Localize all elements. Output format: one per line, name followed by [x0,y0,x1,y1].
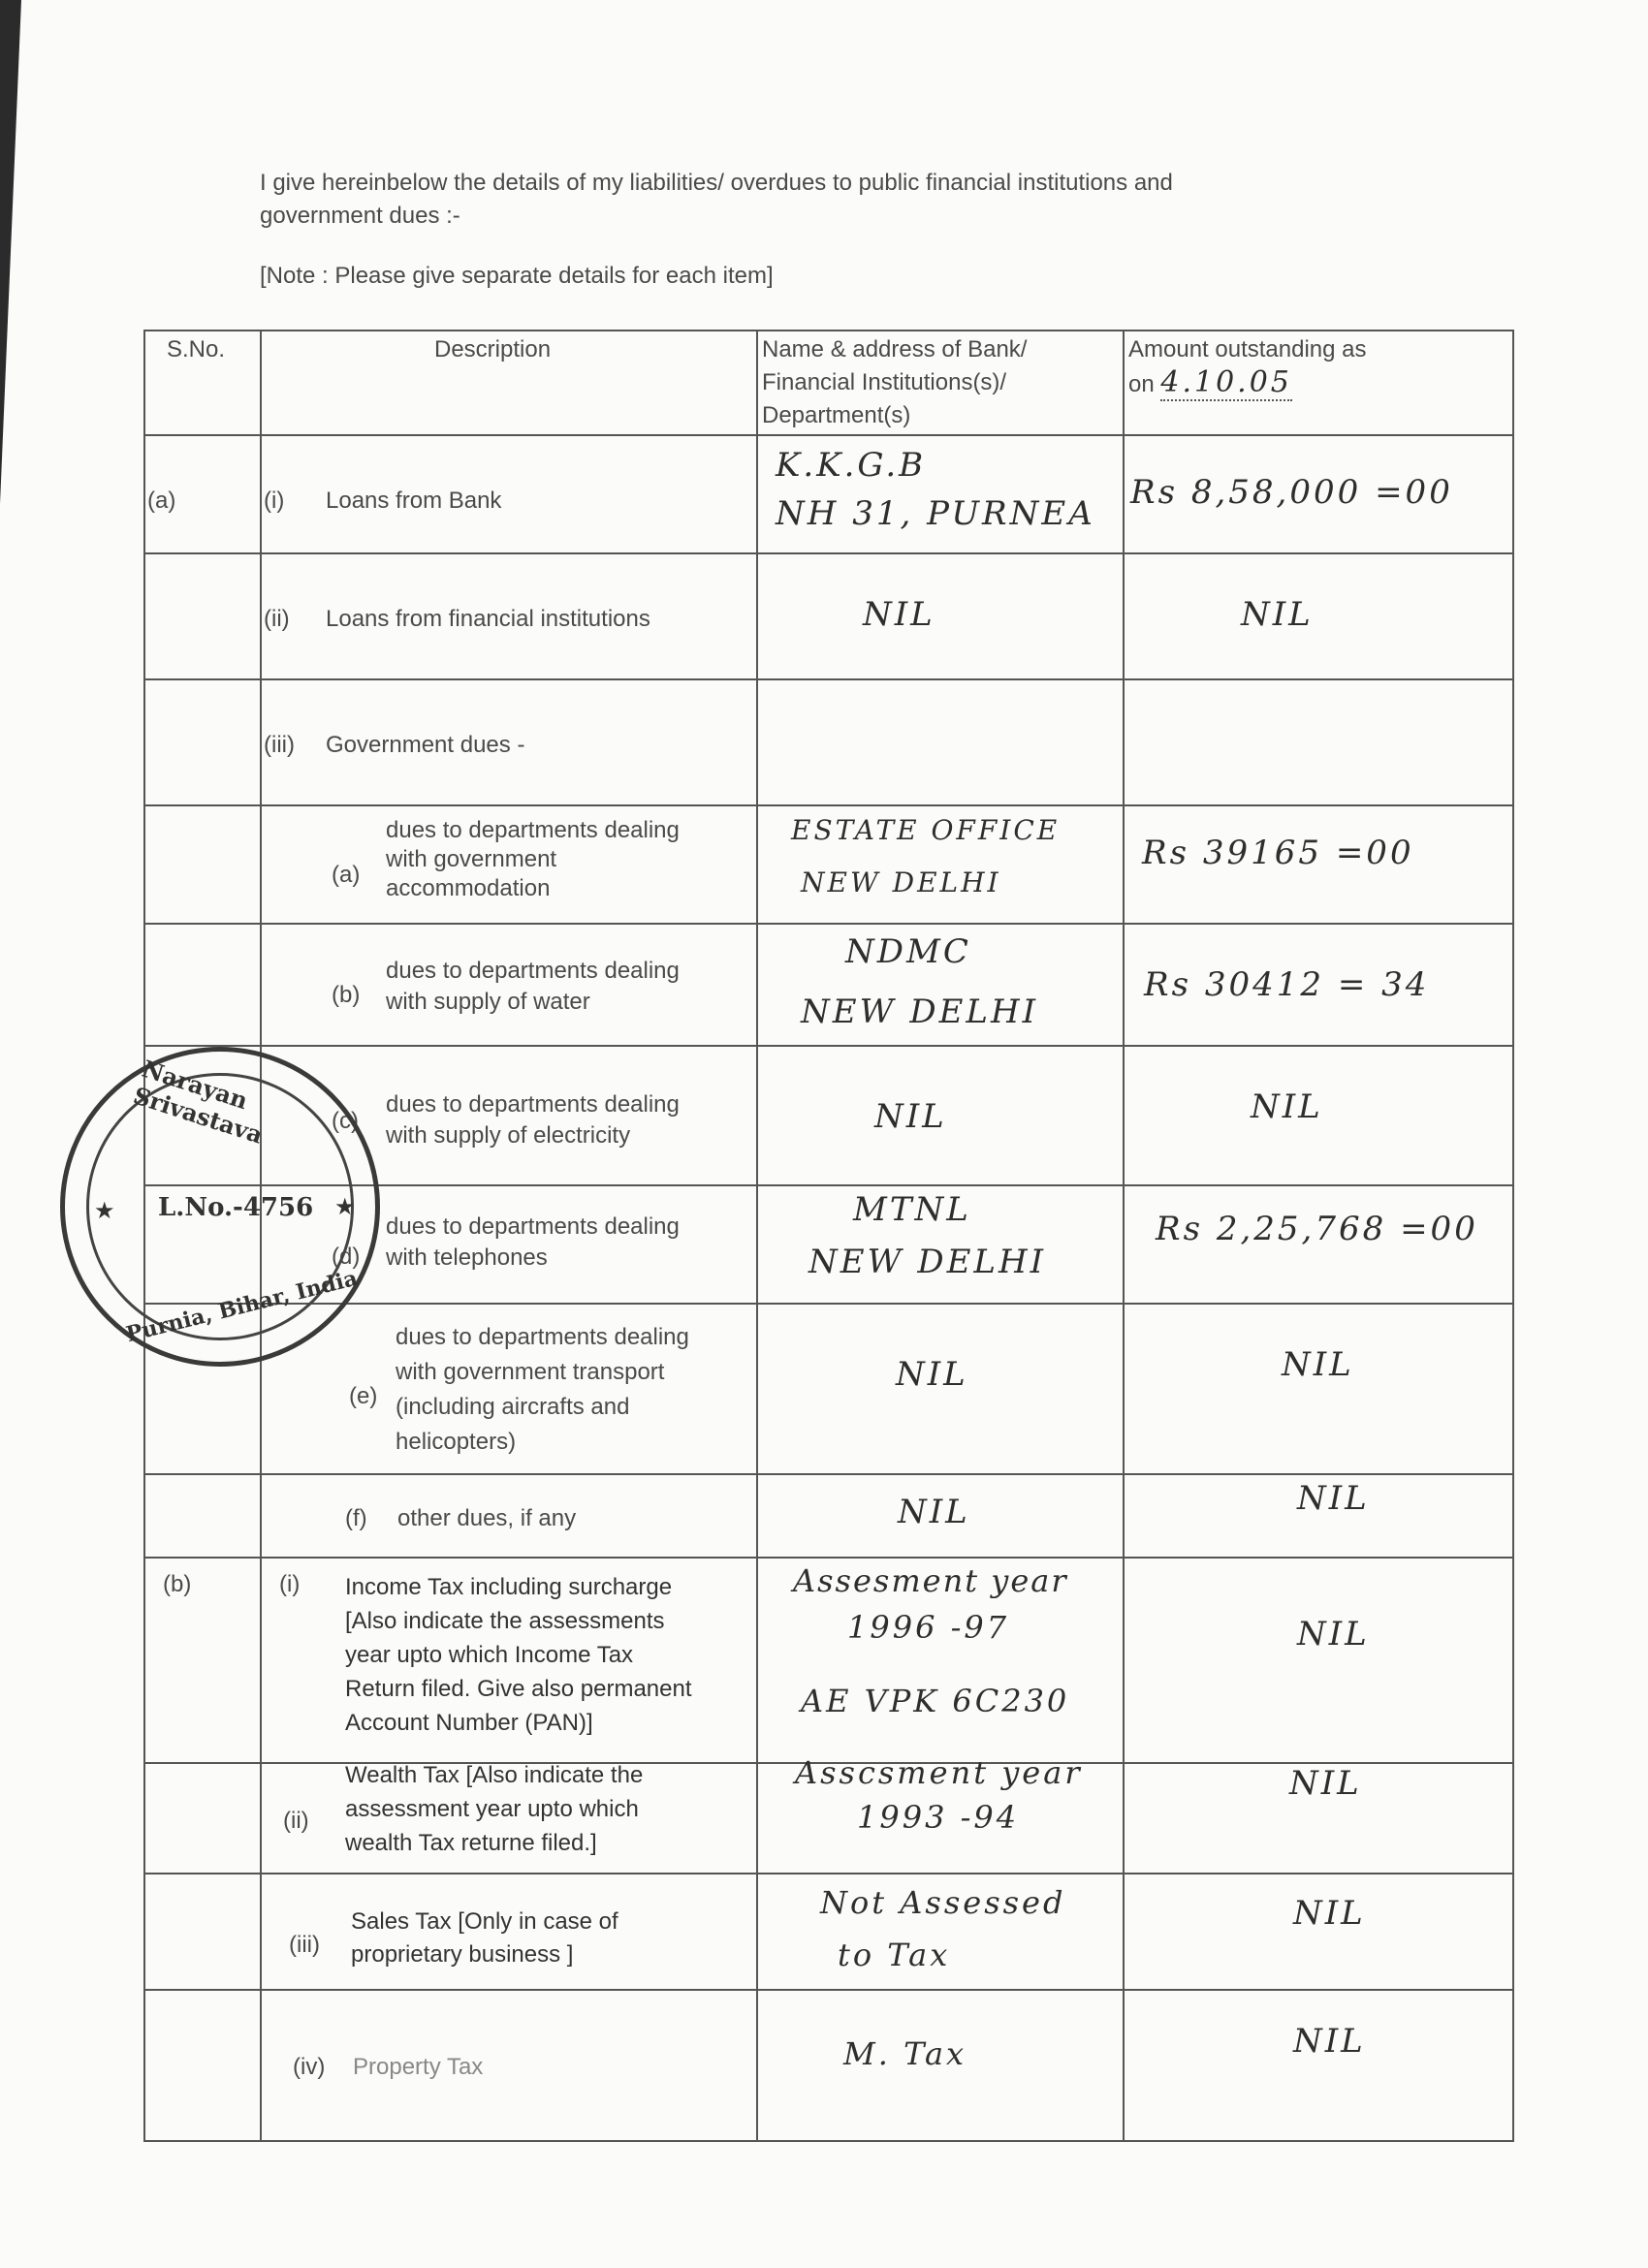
row-name: NEW DELHI [801,992,1039,1031]
stamp-bottom-text: Purnia, Bihar, India [123,1265,361,1348]
row-amount: NIL [1241,595,1314,634]
intro-note: [Note : Please give separate details for each item] [260,263,774,289]
row-num: (e) [349,1383,378,1409]
row-num: (iii) [264,732,295,758]
row-name: Assesment year [793,1562,1068,1599]
row-name: NIL [874,1097,947,1136]
row-desc: dues to departments dealing with supply of water [386,958,680,1015]
row-desc: other dues, if any [397,1505,577,1531]
row-amount: Rs 30412 = 34 [1144,965,1430,1004]
header-description: Description [434,336,552,362]
row-amount: NIL [1282,1345,1354,1384]
row-name: NH 31, PURNEA [776,494,1095,533]
row-desc: Loans from financial institutions [326,606,650,632]
row-amount: NIL [1251,1087,1323,1126]
row-name: NIL [896,1355,968,1394]
row-desc: Property Tax [353,2054,484,2080]
row-num: (i) [279,1571,301,1597]
row-desc: dues to departments dealing with government accommodation [386,817,680,901]
row-sno: (a) [147,488,176,514]
row-name: NIL [898,1493,970,1531]
row-name: 1993 -94 [857,1799,1020,1836]
row-num: (ii) [264,606,290,632]
row-amount: Rs 39165 =00 [1142,834,1414,872]
row-num: (iv) [293,2054,326,2080]
row-desc: dues to departments dealing with government transport (including aircrafts and helicopters) [396,1324,689,1455]
row-amount: NIL [1297,1479,1370,1518]
row-num: (c) [332,1108,359,1134]
row-amount: NIL [1293,1894,1366,1933]
row-desc: dues to departments dealing with telephones [386,1213,680,1271]
row-desc: Sales Tax [Only in case of proprietary business ] [351,1908,618,1968]
row-name: AE VPK 6C230 [801,1683,1070,1719]
row-amount: Rs 8,58,000 =00 [1130,473,1453,512]
row-amount: NIL [1297,1615,1370,1654]
row-num: (b) [332,982,361,1008]
row-desc: Income Tax including surcharge [Also indicate the assessments year upto which Income Tax Return filed. Give also permanent Account Number (PAN)] [345,1574,692,1736]
stamp-top-text: Narayan Srivastava [130,1054,267,1150]
row-desc: dues to departments dealing with supply of electricity [386,1091,680,1149]
row-name: NIL [863,595,935,634]
header-sno: S.No. [167,336,226,362]
row-amount: Rs 2,25,768 =00 [1156,1210,1478,1248]
row-amount: NIL [1289,1764,1362,1803]
row-desc: Wealth Tax [Also indicate the assessment year upto which wealth Tax returne filed.] [345,1762,644,1856]
notary-stamp [60,1047,380,1367]
row-name: 1996 -97 [847,1609,1010,1646]
row-num: (f) [345,1505,367,1531]
row-num: (i) [264,488,285,514]
header-amount: Amount outstanding as on 4.10.05 [1128,336,1367,399]
row-num: (d) [332,1244,361,1270]
row-name: ESTATE OFFICE [791,814,1061,846]
row-name: Asscsment year [795,1754,1083,1791]
row-name: NEW DELHI [801,866,1001,898]
row-name: Not Assessed [820,1884,1066,1921]
intro-line-2: government dues :- [260,203,460,229]
row-num: (iii) [289,1932,320,1958]
row-name: to Tax [838,1937,951,1973]
row-name: NDMC [845,932,971,971]
row-name: M. Tax [843,2035,967,2072]
row-amount: NIL [1293,2022,1366,2061]
row-name: NEW DELHI [808,1243,1047,1281]
star-icon: ★ [94,1198,115,1224]
stamp-middle-text: L.No.-4756 [158,1193,314,1222]
star-icon: ★ [334,1194,356,1220]
intro-line-1: I give hereinbelow the details of my liabilities/ overdues to public financial institutions and [260,170,1173,196]
header-name-address: Name & address of Bank/ Financial Institutions(s)/ Department(s) [762,336,1028,428]
scan-corner-shadow [0,0,21,504]
row-sno: (b) [163,1571,192,1597]
row-name: MTNL [853,1190,971,1229]
row-name: K.K.G.B [776,446,927,485]
row-num: (a) [332,862,361,888]
row-desc: Government dues - [326,732,525,758]
row-desc: Loans from Bank [326,488,502,514]
row-num: (ii) [283,1808,309,1834]
